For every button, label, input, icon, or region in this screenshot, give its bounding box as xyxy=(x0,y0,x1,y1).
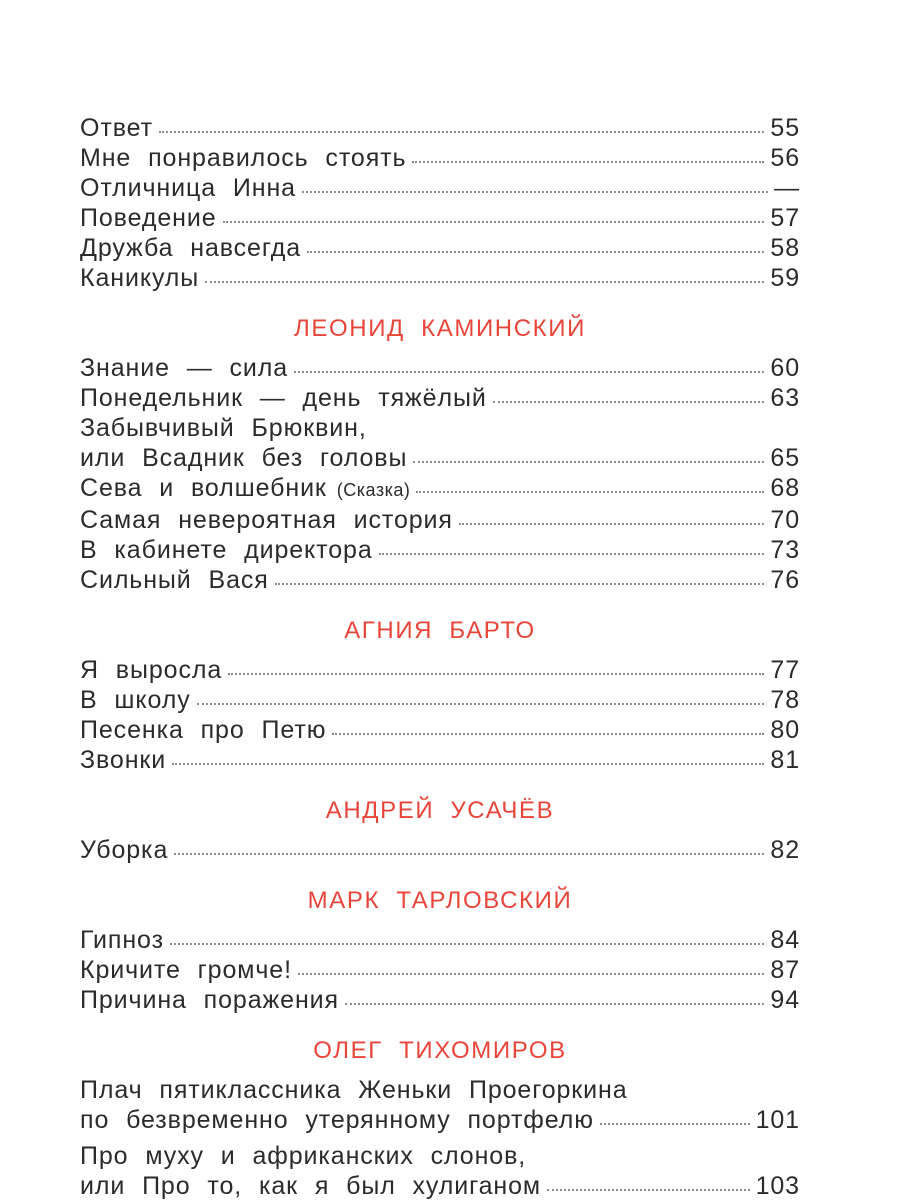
toc-page-number: 68 xyxy=(770,474,800,502)
toc-entry-title: В школу xyxy=(80,686,191,714)
toc-page-number: 70 xyxy=(770,506,800,534)
toc-page-number: 84 xyxy=(770,926,800,954)
toc-section xyxy=(80,1036,800,1201)
toc-entry-title: Понедельник — день тяжёлый xyxy=(80,384,487,412)
author-heading: МАРК ТАРЛОВСКИЙ xyxy=(307,887,573,914)
toc-page-number: 81 xyxy=(770,746,800,774)
dot-leader xyxy=(412,161,764,163)
toc-page-number: 101 xyxy=(755,1106,800,1134)
toc-entry-title-line1: Про муху и африканских слонов, xyxy=(80,1142,527,1170)
toc-entry-title: Знание — сила xyxy=(80,354,289,382)
dot-leader xyxy=(459,523,765,525)
toc-section xyxy=(80,796,800,865)
toc-entry[interactable] xyxy=(80,505,800,535)
toc-page-number: 78 xyxy=(770,686,800,714)
toc-entry-title: Я выросла xyxy=(80,656,223,684)
toc-page-number: 73 xyxy=(770,536,800,564)
toc-page-number: 103 xyxy=(755,1172,800,1200)
toc-entry-last-line xyxy=(80,443,800,473)
toc-entry-title-line1: Забывчивый Брюквин, xyxy=(80,414,367,442)
toc-entry-title: Сильный Вася xyxy=(80,566,269,594)
toc-entry-title: Причина поражения xyxy=(80,986,339,1014)
toc-page-number: 63 xyxy=(770,384,800,412)
dot-leader xyxy=(307,251,764,253)
toc-section xyxy=(80,314,800,595)
toc-entry[interactable] xyxy=(80,383,800,413)
toc-page-number: 65 xyxy=(770,444,800,472)
toc-entry-title: Ответ xyxy=(80,114,153,142)
toc-entry-last-line xyxy=(80,1171,800,1201)
toc-entry[interactable] xyxy=(80,565,800,595)
toc-entry[interactable] xyxy=(80,985,800,1015)
toc-entry[interactable] xyxy=(80,113,800,143)
toc-section xyxy=(80,113,800,293)
dot-leader xyxy=(205,281,764,283)
toc-entry-title: Самая невероятная история xyxy=(80,506,453,534)
toc-entry[interactable] xyxy=(80,655,800,685)
toc-page-number: 56 xyxy=(770,144,800,172)
toc-entry-title: Уборка xyxy=(80,836,169,864)
table-of-contents xyxy=(80,113,800,1201)
toc-entry-title: Гипноз xyxy=(80,926,164,954)
dot-leader xyxy=(302,191,768,193)
author-heading: ЛЕОНИД КАМИНСКИЙ xyxy=(294,315,586,342)
toc-entry-title: по безвременно утерянному портфелю xyxy=(80,1106,594,1134)
toc-entry[interactable] xyxy=(80,353,800,383)
dot-leader xyxy=(413,461,764,463)
toc-entry[interactable] xyxy=(80,263,800,293)
dot-leader xyxy=(416,491,764,493)
dot-leader xyxy=(170,943,764,945)
dot-leader xyxy=(172,763,764,765)
dot-leader xyxy=(159,131,764,133)
dot-leader xyxy=(547,1189,750,1191)
toc-page-number: 59 xyxy=(770,264,800,292)
toc-entry[interactable] xyxy=(80,925,800,955)
toc-entry-title: Песенка про Петю xyxy=(80,716,327,744)
toc-entry-title: Каникулы xyxy=(80,264,200,292)
toc-page-number: — xyxy=(774,174,800,202)
dot-leader xyxy=(294,371,764,373)
toc-entry-title: Мне понравилось стоять xyxy=(80,144,407,172)
toc-entry-title: Звонки xyxy=(80,746,167,774)
toc-page-number: 80 xyxy=(770,716,800,744)
toc-entry-multiline[interactable] xyxy=(80,1075,800,1135)
toc-page-number: 76 xyxy=(770,566,800,594)
toc-entry[interactable] xyxy=(80,685,800,715)
toc-section xyxy=(80,886,800,1015)
toc-entry-multiline[interactable] xyxy=(80,413,800,473)
dot-leader xyxy=(493,401,765,403)
toc-entry-title: В кабинете директора xyxy=(80,536,373,564)
toc-entry-title: Дружба навсегда xyxy=(80,234,302,262)
author-heading: АГНИЯ БАРТО xyxy=(344,617,536,644)
toc-entry-title: Отличница Инна xyxy=(80,174,296,202)
toc-entry[interactable] xyxy=(80,473,800,505)
toc-entry-title: или Про то, как я был хулиганом xyxy=(80,1172,542,1200)
toc-entry-title: Кричите громче! xyxy=(80,956,292,984)
toc-entry[interactable] xyxy=(80,955,800,985)
toc-entry-multiline[interactable] xyxy=(80,1141,800,1201)
toc-entry[interactable] xyxy=(80,715,800,745)
toc-entry[interactable] xyxy=(80,745,800,775)
dot-leader xyxy=(174,853,764,855)
toc-entry[interactable] xyxy=(80,173,800,203)
dot-leader xyxy=(600,1123,750,1125)
dot-leader xyxy=(197,703,765,705)
dot-leader xyxy=(228,673,764,675)
toc-entry-title: или Всадник без головы xyxy=(80,444,408,472)
author-heading: АНДРЕЙ УСАЧЁВ xyxy=(325,797,555,824)
toc-entry-note: (Сказка) xyxy=(336,480,411,500)
toc-entry[interactable] xyxy=(80,203,800,233)
dot-leader xyxy=(275,583,765,585)
dot-leader xyxy=(332,733,764,735)
toc-entry-title: Поведение xyxy=(80,204,217,232)
toc-entry-title: Сева и волшебник xyxy=(80,474,327,502)
dot-leader xyxy=(298,973,764,975)
toc-entry[interactable] xyxy=(80,143,800,173)
toc-page-number: 55 xyxy=(770,114,800,142)
toc-page-number: 60 xyxy=(770,354,800,382)
dot-leader xyxy=(345,1003,764,1005)
toc-page-number: 57 xyxy=(770,204,800,232)
toc-entry-title-line1: Плач пятиклассника Женьки Проегоркина xyxy=(80,1076,628,1104)
toc-page-number: 82 xyxy=(770,836,800,864)
toc-entry-last-line xyxy=(80,1105,800,1135)
author-heading: ОЛЕГ ТИХОМИРОВ xyxy=(313,1037,567,1064)
dot-leader xyxy=(379,553,765,555)
toc-entry[interactable] xyxy=(80,535,800,565)
toc-page-number: 94 xyxy=(770,986,800,1014)
toc-page-number: 87 xyxy=(770,956,800,984)
toc-page-number: 58 xyxy=(770,234,800,262)
toc-section xyxy=(80,616,800,775)
toc-entry[interactable] xyxy=(80,835,800,865)
toc-page-number: 77 xyxy=(770,656,800,684)
toc-entry[interactable] xyxy=(80,233,800,263)
dot-leader xyxy=(223,221,765,223)
